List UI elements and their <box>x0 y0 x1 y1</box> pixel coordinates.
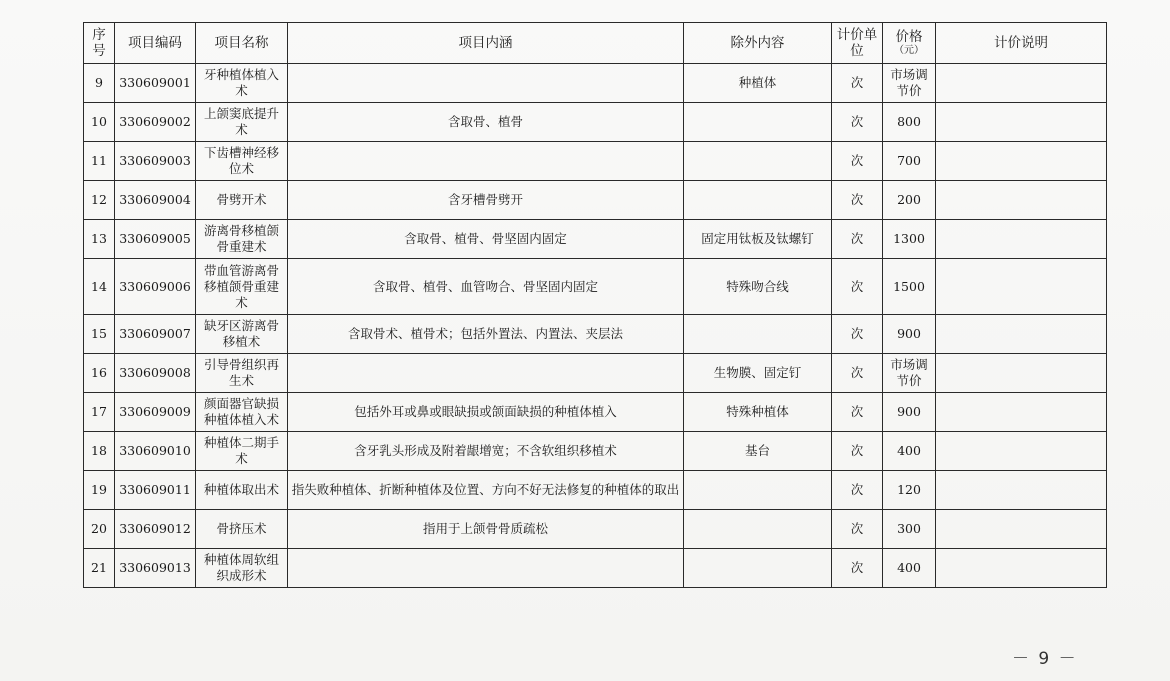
cell-code: 330609013 <box>115 549 196 588</box>
table-row <box>84 220 1107 259</box>
header-exclude: 除外内容 <box>684 23 832 64</box>
cell-content <box>288 142 684 181</box>
header-name: 项目名称 <box>196 23 288 64</box>
cell-code: 330609006 <box>115 259 196 315</box>
cell-price: 1500 <box>883 259 936 315</box>
table-row <box>84 259 1107 315</box>
cell-seq: 10 <box>84 103 115 142</box>
cell-exclude <box>684 549 832 588</box>
cell-seq: 20 <box>84 510 115 549</box>
cell-exclude: 特殊种植体 <box>684 393 832 432</box>
cell-unit: 次 <box>832 393 883 432</box>
cell-exclude <box>684 471 832 510</box>
cell-exclude <box>684 181 832 220</box>
cell-code: 330609001 <box>115 64 196 103</box>
cell-content: 含牙乳头形成及附着龈增宽；不含软组织移植术 <box>288 432 684 471</box>
cell-content: 指失败种植体、折断种植体及位置、方向不好无法修复的种植体的取出 <box>288 471 684 510</box>
cell-code: 330609008 <box>115 354 196 393</box>
table-row <box>84 181 1107 220</box>
cell-content: 含取骨、植骨、血管吻合、骨坚固内固定 <box>288 259 684 315</box>
cell-seq: 17 <box>84 393 115 432</box>
cell-unit: 次 <box>832 181 883 220</box>
cell-name: 下齿槽神经移位术 <box>196 142 288 181</box>
cell-seq: 13 <box>84 220 115 259</box>
table-row <box>84 393 1107 432</box>
cell-name: 骨挤压术 <box>196 510 288 549</box>
cell-name: 种植体取出术 <box>196 471 288 510</box>
cell-note <box>936 393 1107 432</box>
cell-note <box>936 103 1107 142</box>
cell-content <box>288 354 684 393</box>
page-number: － 9 － <box>1012 649 1078 669</box>
cell-seq: 21 <box>84 549 115 588</box>
table-row <box>84 103 1107 142</box>
cell-name: 缺牙区游离骨移植术 <box>196 315 288 354</box>
header-price-unit: （元） <box>894 45 924 56</box>
cell-name: 上颌窦底提升术 <box>196 103 288 142</box>
cell-exclude <box>684 510 832 549</box>
header-price-label: 价格 <box>895 29 923 45</box>
cell-price: 市场调节价 <box>883 354 936 393</box>
cell-price: 700 <box>883 142 936 181</box>
cell-exclude: 特殊吻合线 <box>684 259 832 315</box>
cell-name: 种植体二期手术 <box>196 432 288 471</box>
cell-code: 330609012 <box>115 510 196 549</box>
cell-note <box>936 220 1107 259</box>
cell-note <box>936 64 1107 103</box>
cell-price: 120 <box>883 471 936 510</box>
cell-note <box>936 432 1107 471</box>
cell-price: 1300 <box>883 220 936 259</box>
header-unit: 计价单位 <box>832 23 883 64</box>
cell-price: 市场调节价 <box>883 64 936 103</box>
header-price <box>883 23 936 64</box>
table-row <box>84 432 1107 471</box>
cell-exclude: 种植体 <box>684 64 832 103</box>
fee-schedule-table <box>83 22 1107 588</box>
cell-unit: 次 <box>832 259 883 315</box>
header-content: 项目内涵 <box>288 23 684 64</box>
cell-note <box>936 142 1107 181</box>
cell-unit: 次 <box>832 471 883 510</box>
cell-exclude <box>684 103 832 142</box>
cell-name: 带血管游离骨移植颌骨重建术 <box>196 259 288 315</box>
cell-exclude: 固定用钛板及钛螺钉 <box>684 220 832 259</box>
table-row <box>84 142 1107 181</box>
cell-code: 330609002 <box>115 103 196 142</box>
cell-seq: 12 <box>84 181 115 220</box>
cell-note <box>936 510 1107 549</box>
cell-name: 颜面器官缺损种植体植入术 <box>196 393 288 432</box>
cell-note <box>936 549 1107 588</box>
cell-code: 330609007 <box>115 315 196 354</box>
cell-price: 900 <box>883 315 936 354</box>
cell-note <box>936 354 1107 393</box>
table-row <box>84 471 1107 510</box>
cell-price: 300 <box>883 510 936 549</box>
cell-content: 含取骨、植骨、骨坚固内固定 <box>288 220 684 259</box>
cell-price: 400 <box>883 432 936 471</box>
cell-seq: 16 <box>84 354 115 393</box>
cell-unit: 次 <box>832 142 883 181</box>
cell-content <box>288 549 684 588</box>
cell-content: 含牙槽骨劈开 <box>288 181 684 220</box>
cell-content: 含取骨术、植骨术；包括外置法、内置法、夹层法 <box>288 315 684 354</box>
cell-exclude <box>684 315 832 354</box>
cell-code: 330609011 <box>115 471 196 510</box>
cell-unit: 次 <box>832 432 883 471</box>
cell-unit: 次 <box>832 64 883 103</box>
cell-name: 牙种植体植入术 <box>196 64 288 103</box>
header-note: 计价说明 <box>936 23 1107 64</box>
cell-unit: 次 <box>832 510 883 549</box>
table-row <box>84 549 1107 588</box>
header-seq: 序号 <box>84 23 115 64</box>
cell-note <box>936 315 1107 354</box>
cell-content: 包括外耳或鼻或眼缺损或颌面缺损的种植体植入 <box>288 393 684 432</box>
cell-exclude: 基台 <box>684 432 832 471</box>
cell-code: 330609004 <box>115 181 196 220</box>
cell-content: 含取骨、植骨 <box>288 103 684 142</box>
cell-name: 骨劈开术 <box>196 181 288 220</box>
cell-seq: 19 <box>84 471 115 510</box>
cell-price: 200 <box>883 181 936 220</box>
cell-unit: 次 <box>832 549 883 588</box>
cell-seq: 9 <box>84 64 115 103</box>
cell-seq: 11 <box>84 142 115 181</box>
table-row <box>84 64 1107 103</box>
cell-note <box>936 471 1107 510</box>
cell-content: 指用于上颌骨骨质疏松 <box>288 510 684 549</box>
table-row <box>84 354 1107 393</box>
cell-unit: 次 <box>832 315 883 354</box>
cell-name: 引导骨组织再生术 <box>196 354 288 393</box>
cell-seq: 14 <box>84 259 115 315</box>
cell-price: 400 <box>883 549 936 588</box>
header-code: 项目编码 <box>115 23 196 64</box>
table-row <box>84 510 1107 549</box>
cell-code: 330609010 <box>115 432 196 471</box>
cell-exclude <box>684 142 832 181</box>
cell-code: 330609003 <box>115 142 196 181</box>
cell-note <box>936 181 1107 220</box>
cell-price: 900 <box>883 393 936 432</box>
cell-exclude: 生物膜、固定钉 <box>684 354 832 393</box>
cell-seq: 18 <box>84 432 115 471</box>
table-header-row <box>84 23 1107 64</box>
cell-note <box>936 259 1107 315</box>
cell-code: 330609005 <box>115 220 196 259</box>
cell-name: 种植体周软组织成形术 <box>196 549 288 588</box>
cell-seq: 15 <box>84 315 115 354</box>
cell-content <box>288 64 684 103</box>
table-row <box>84 315 1107 354</box>
cell-price: 800 <box>883 103 936 142</box>
cell-unit: 次 <box>832 354 883 393</box>
cell-code: 330609009 <box>115 393 196 432</box>
cell-unit: 次 <box>832 220 883 259</box>
cell-name: 游离骨移植颌骨重建术 <box>196 220 288 259</box>
cell-unit: 次 <box>832 103 883 142</box>
